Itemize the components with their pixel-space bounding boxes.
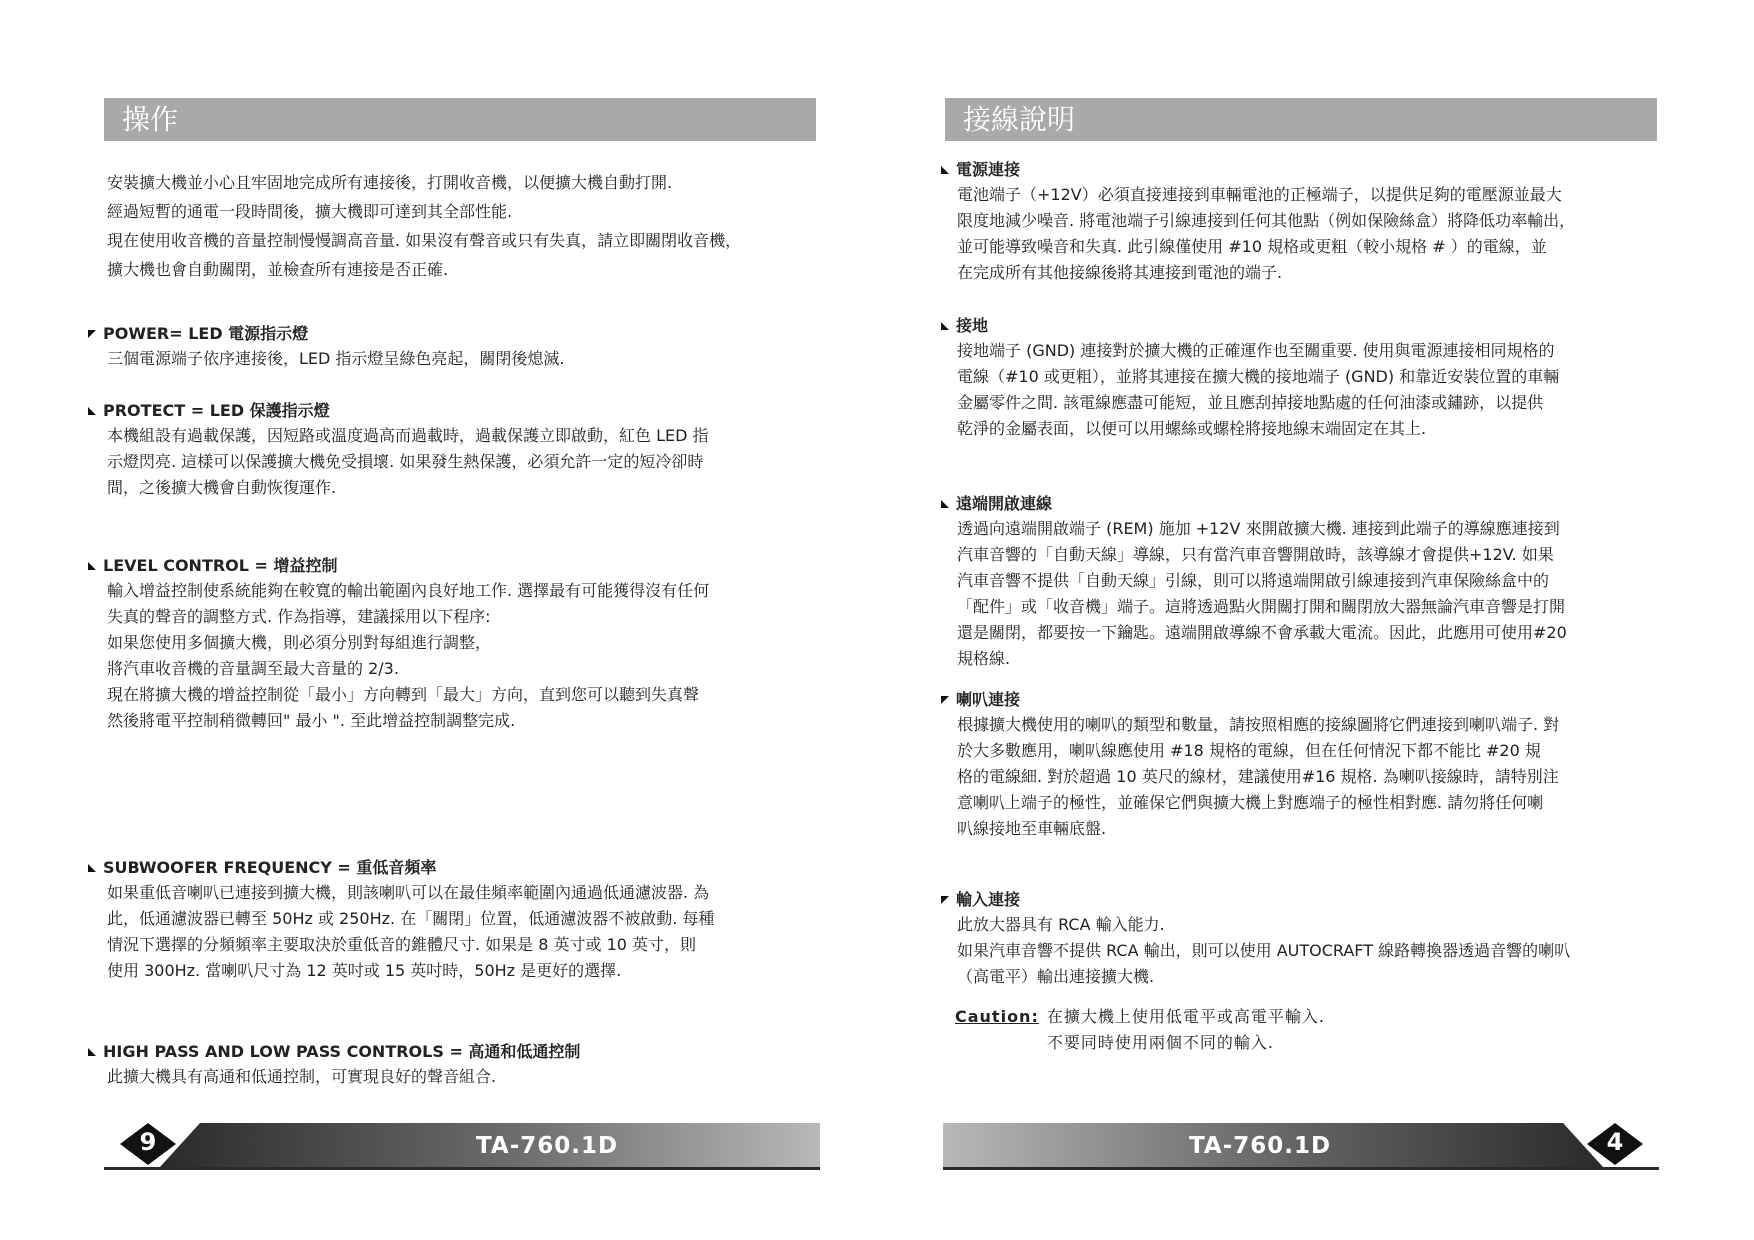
section-line: 示燈閃亮. 這樣可以保護擴大機免受損壞. 如果發生熱保護，必須允許一定的短冷卻時 — [107, 452, 704, 471]
section-line: 電線（#10 或更粗），並將其連接在擴大機的接地端子 (GND) 和靠近安裝位置的車輛 — [957, 367, 1560, 386]
triangle-bullet-icon — [88, 562, 96, 570]
section-line: 根據擴大機使用的喇叭的類型和數量，請按照相應的接線圖將它們連接到喇叭端子. 對 — [957, 715, 1560, 734]
section-line: 叭線接地至車輛底盤. — [957, 819, 1107, 838]
section-line: 意喇叭上端子的極性，並確保它們與擴大機上對應端子的極性相對應. 請勿將任何喇 — [957, 793, 1544, 812]
section-line: 然後將電平控制稍微轉回" 最小 ". 至此增益控制調整完成. — [107, 711, 516, 730]
section-line: 如果您使用多個擴大機，則必須分別對每組進行調整， — [107, 633, 492, 652]
section-line: （高電平）輸出連接擴大機. — [957, 967, 1155, 986]
intro-line: 安裝擴大機並小心且牢固地完成所有連接後，打開收音機，以便擴大機自動打開. — [107, 173, 673, 192]
section-line: 透過向遠端開啟端子 (REM) 施加 +12V 來開啟擴大機. 連接到此端子的導線應連接到 — [957, 519, 1560, 538]
section-protect-led — [88, 399, 858, 501]
section-heading: 接地 — [956, 316, 989, 335]
triangle-bullet-icon — [941, 322, 949, 330]
section-line: 如果汽車音響不提供 RCA 輸出，則可以使用 AUTOCRAFT 線路轉換器透過音響的喇叭 — [957, 941, 1571, 960]
section-line: 此放大器具有 RCA 輸入能力. — [957, 915, 1165, 934]
section-ground — [941, 314, 1741, 442]
triangle-bullet-icon — [941, 500, 949, 508]
section-line: 規格線. — [957, 649, 1011, 668]
section-line: 並可能導致噪音和失真. 此引線僅使用 #10 規格或更粗（較小規格 # ）的電線，並 — [957, 237, 1547, 256]
section-line: 汽車音響不提供「自動天線」引線，則可以將遠端開啟引線連接到汽車保險絲盒中的 — [957, 571, 1550, 590]
section-input-connection — [941, 888, 1741, 990]
section-line: 間，之後擴大機會自動恢復運作. — [107, 478, 337, 497]
section-line: 乾淨的金屬表面，以便可以用螺絲或螺栓將接地線末端固定在其上. — [957, 419, 1427, 438]
triangle-bullet-icon — [88, 1048, 96, 1056]
intro-line: 現在使用收音機的音量控制慢慢調高音量. 如果沒有聲音或只有失真，請立即關閉收音機， — [107, 231, 742, 250]
caution-line: 不要同時使用兩個不同的輸入. — [1046, 1033, 1274, 1052]
section-line: 「配件」或「收音機」端子。這將透過點火開關打開和關閉放大器無論汽車音響是打開 — [957, 597, 1566, 616]
caution-label: Caution: — [955, 1007, 1039, 1026]
section-line: 現在將擴大機的增益控制從「最小」方向轉到「最大」方向，直到您可以聽到失真聲 — [107, 685, 700, 704]
footer-banner — [104, 1123, 820, 1171]
section-high-low-pass — [88, 1040, 858, 1090]
section-line: 金屬零件之間. 該電線應盡可能短，並且應刮掉接地點處的任何油漆或鏽跡，以提供 — [957, 393, 1544, 412]
section-line: 電池端子（+12V）必須直接連接到車輛電池的正極端子，以提供足夠的電壓源並最大 — [957, 185, 1562, 204]
caution-line: 在擴大機上使用低電平或高電平輸入. — [1046, 1007, 1325, 1026]
section-power-connection — [941, 158, 1741, 286]
model-name: TA-760.1D — [476, 1133, 619, 1159]
section-line: 輸入增益控制使系統能夠在較寬的輸出範圍內良好地工作. 選擇最有可能獲得沒有任何 — [107, 581, 710, 600]
section-speaker-connection — [941, 688, 1741, 842]
left-page-title: 操作 — [104, 98, 816, 141]
section-line: 接地端子 (GND) 連接對於擴大機的正確運作也至關重要. 使用與電源連接相同規格的 — [957, 341, 1555, 360]
right-footer — [943, 1123, 1659, 1171]
triangle-bullet-icon — [88, 407, 96, 415]
intro-line: 擴大機也會自動關閉，並檢查所有連接是否正確. — [107, 260, 449, 279]
triangle-bullet-icon — [941, 166, 949, 174]
section-line: 還是關閉，都要按一下鑰匙。遠端開啟導線不會承載大電流。因此，此應用可使用#20 — [957, 623, 1567, 642]
section-heading: HIGH PASS AND LOW PASS CONTROLS = 高通和低通控制 — [103, 1042, 581, 1061]
section-line: 格的電線細. 對於超過 10 英尺的線材，建議使用#16 規格. 為喇叭接線時，請特別注 — [957, 767, 1559, 786]
section-heading: PROTECT = LED 保護指示燈 — [103, 401, 330, 420]
section-line: 於大多數應用，喇叭線應使用 #18 規格的電線，但在任何情況下都不能比 #20 規 — [957, 741, 1541, 760]
section-line: 限度地減少噪音. 將電池端子引線連接到任何其他點（例如保險絲盒）將降低功率輸出， — [957, 211, 1576, 230]
right-page-title: 接線說明 — [945, 98, 1657, 141]
operation-intro — [107, 168, 867, 284]
section-level-control — [88, 554, 858, 734]
section-line: 失真的聲音的調整方式. 作為指導，建議採用以下程序: — [107, 607, 491, 626]
page-number: 9 — [139, 1128, 157, 1156]
section-line: 情況下選擇的分頻頻率主要取決於重低音的錐體尺寸. 如果是 8 英寸或 10 英寸，則 — [107, 935, 697, 954]
caution-note — [955, 1004, 1325, 1056]
section-line: 如果重低音喇叭已連接到擴大機，則該喇叭可以在最佳頻率範圍內通過低通濾波器. 為 — [107, 883, 710, 902]
section-line: 此擴大機具有高通和低通控制，可實現良好的聲音組合. — [107, 1067, 497, 1086]
model-name: TA-760.1D — [1189, 1133, 1332, 1159]
section-line: 三個電源端子依序連接後，LED 指示燈呈綠色亮起，關閉後熄滅. — [107, 349, 565, 368]
section-heading: 喇叭連接 — [956, 690, 1021, 709]
section-line: 此，低通濾波器已轉至 50Hz 或 250Hz. 在「關閉」位置，低通濾波器不被啟動. 每種 — [107, 909, 715, 928]
section-heading: POWER= LED 電源指示燈 — [103, 324, 309, 343]
section-heading: 遠端開啟連線 — [956, 494, 1053, 513]
section-heading: 輸入連接 — [956, 890, 1021, 909]
section-power-led — [88, 322, 858, 372]
section-heading: 電源連接 — [956, 160, 1021, 179]
section-line: 使用 300Hz. 當喇叭尺寸為 12 英吋或 15 英吋時，50Hz 是更好的選擇. — [107, 961, 622, 980]
section-heading: SUBWOOFER FREQUENCY = 重低音頻率 — [103, 858, 437, 877]
section-line: 將汽車收音機的音量調至最大音量的 2/3. — [107, 659, 399, 678]
page-number: 4 — [1606, 1128, 1624, 1156]
left-footer — [104, 1123, 820, 1171]
section-line: 汽車音響的「自動天線」導線，只有當汽車音響開啟時，該導線才會提供+12V. 如果 — [957, 545, 1554, 564]
section-subwoofer-frequency — [88, 856, 858, 984]
section-heading: LEVEL CONTROL = 增益控制 — [103, 556, 338, 575]
triangle-bullet-icon — [88, 330, 96, 338]
section-line: 在完成所有其他接線後將其連接到電池的端子. — [957, 263, 1283, 282]
triangle-bullet-icon — [941, 896, 949, 904]
triangle-bullet-icon — [941, 696, 949, 704]
section-remote-connection — [941, 492, 1741, 672]
section-line: 本機組設有過載保護，因短路或溫度過高而過載時，過載保護立即啟動，紅色 LED 指 — [107, 426, 709, 445]
intro-line: 經過短暫的通電一段時間後，擴大機即可達到其全部性能. — [107, 202, 513, 221]
triangle-bullet-icon — [88, 864, 96, 872]
